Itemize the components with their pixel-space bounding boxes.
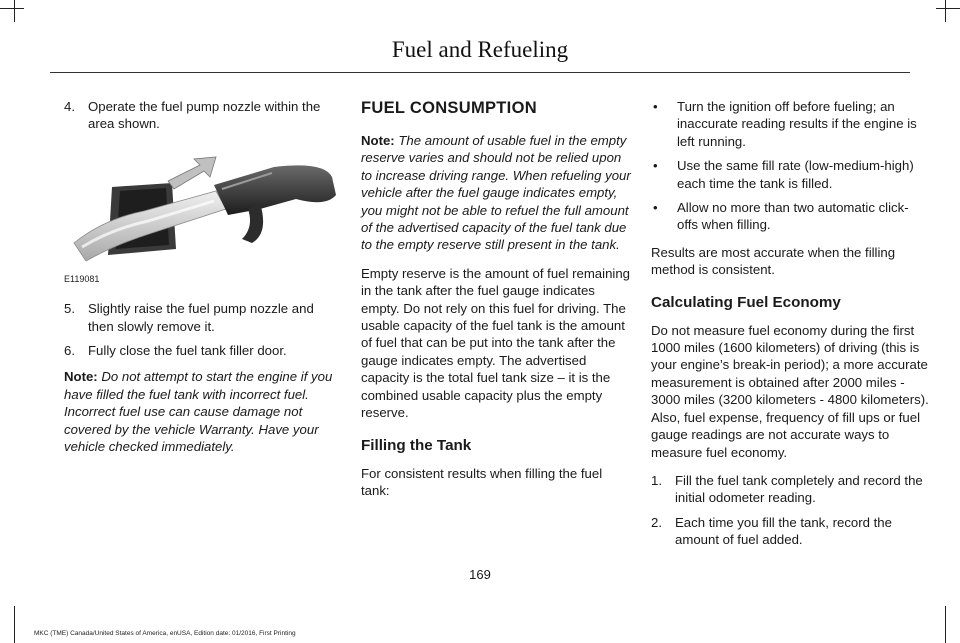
crop-mark [14,0,15,22]
step-number: 6. [64,343,75,359]
list-item [651,472,929,507]
bullet-text: Turn the ignition off before fueling; an inaccurate reading results if the engine is left running. [677,99,917,149]
fuel-nozzle-image [64,147,342,263]
page-number: 169 [469,567,491,582]
step-number: 2. [651,514,662,530]
note-label: Note: [64,369,98,385]
figure-code: E119081 [64,273,100,284]
column-right [651,98,929,556]
body-paragraph: Do not measure fuel economy during the first 1000 miles (1600 kilometers) of driving (this is your engine’s break-in period); a more accurate measurement is obtained after 2000 miles - 3000 miles (3200 kilometers - 4800 kilometers). Also, fuel expense, frequency of fill ups or fuel gauge readings are not accurate ways to measure fuel economy. [651,322,929,460]
step-text: Each time you fill the tank, record the amount of fuel added. [675,514,892,548]
body-paragraph: Results are most accurate when the filling method is consistent. [651,244,896,278]
crop-mark [0,8,24,9]
header-divider [50,72,910,73]
subheading: Filling the Tank [361,436,472,454]
note-text: Do not attempt to start the engine if you have filled the fuel tank with incorrect fuel. Incorrect fuel use can cause damage not covered by the vehicle Warranty. Have your vehicle checked immediately. [64,369,333,455]
section-heading: FUEL CONSUMPTION [361,99,537,117]
note-text: The amount of usable fuel in the empty reserve varies and should not be relied upon to increase driving range. When refueling your vehicle after the fuel gauge indicates empty, you might not be able to refuel the full amount of the advertised capacity of the fuel tank due to the empty reserve still present in the tank. [361,133,631,253]
crop-mark [14,606,15,643]
step-text: Operate the fuel pump nozzle within the area shown. [88,99,321,132]
step-text: Slightly raise the fuel pump nozzle and then slowly remove it. [88,301,314,334]
body-paragraph: For consistent results when filling the fuel tank: [361,465,603,498]
bullet-marker: • [653,158,658,174]
page-title: Fuel and Refueling [391,37,569,62]
warning-note [64,368,342,455]
step-number: 1. [651,472,662,488]
fuel-nozzle-illustration [64,147,342,263]
crop-mark [936,8,960,9]
bullet-text: Allow no more than two automatic click-offs when filling. [677,200,909,233]
bullet-marker: • [653,99,658,114]
bullet-item [651,157,929,192]
bullet-item [651,98,929,150]
list-item [651,514,929,549]
bullet-marker: • [653,200,658,216]
step-number: 4. [64,99,75,114]
step-text: Fill the fuel tank completely and record the initial odometer reading. [675,472,923,506]
crop-mark [945,0,946,22]
note-label: Note: [361,133,395,148]
column-left [64,98,342,466]
list-item [64,300,342,335]
subheading: Calculating Fuel Economy [651,293,841,311]
body-paragraph: Empty reserve is the amount of fuel remaining in the tank after the fuel gauge indicates empty. Do not rely on this fuel for driving. The usable capacity of the fuel tank is the amount of fuel that can be put into the tank after the gauge indicates empty. The advertised capacity is the total fuel tank size – it is the combined usable capacity plus the empty reserve. [361,265,631,421]
footer-edition-text: MKC (TME) Canada/United States of America, enUSA, Edition date: 01/2016, First Printing [34,630,296,637]
step-text: Fully close the fuel tank filler door. [88,343,287,359]
bullet-item [651,199,929,234]
step-number: 5. [64,301,75,317]
note-paragraph [361,132,631,254]
list-item [64,98,342,133]
column-middle [361,98,631,510]
bullet-text: Use the same fill rate (low-medium-high) each time the tank is filled. [677,158,914,191]
list-item [64,342,342,359]
crop-mark [945,606,946,643]
